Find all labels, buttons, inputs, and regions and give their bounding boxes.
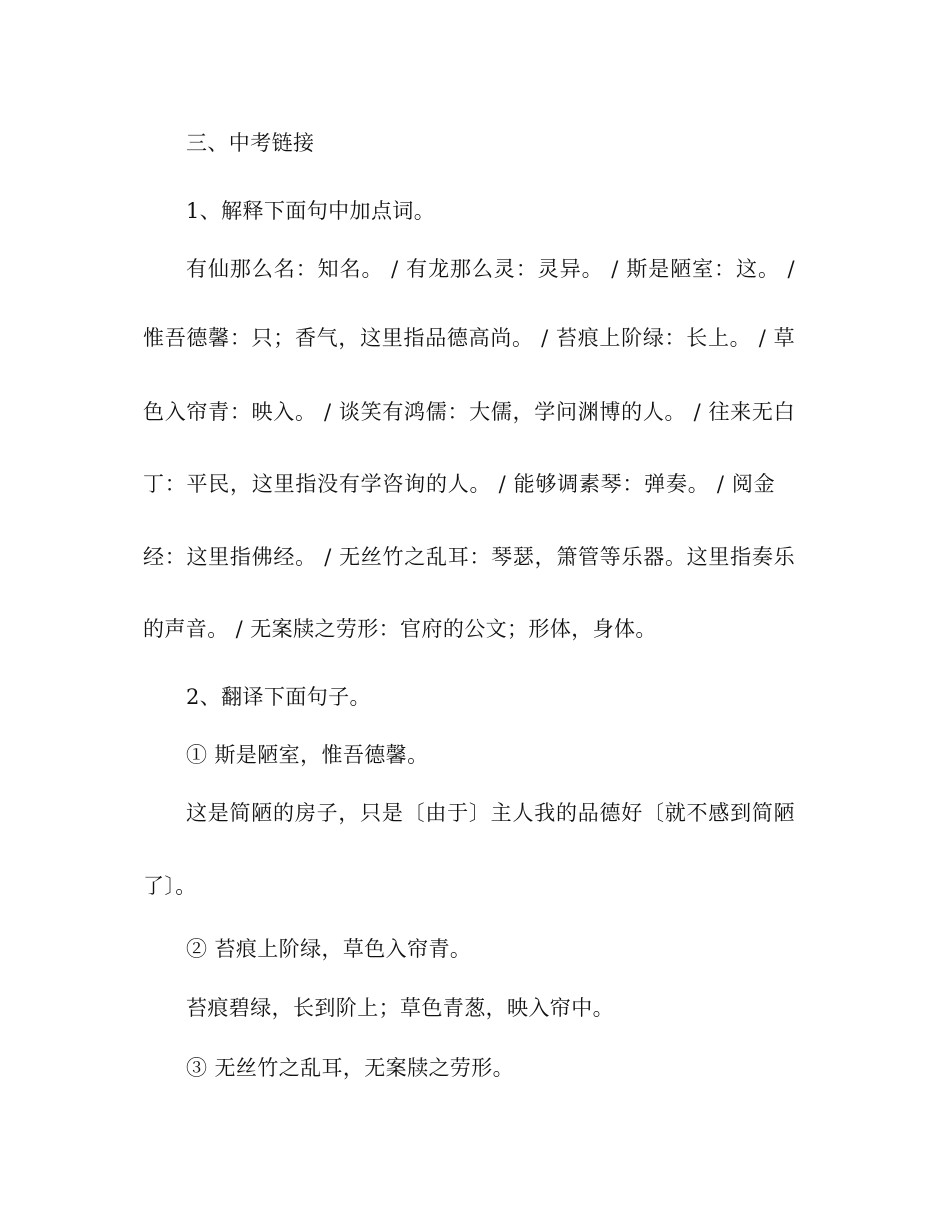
- question-2-title: 2、翻译下面句子。: [186, 685, 371, 709]
- question-2-item-3-sentence: ③ 无丝竹之乱耳，无案牍之劳形。: [186, 1056, 515, 1080]
- question-1-paragraph-line: 有仙那么名：知名。 / 有龙那么灵：灵异。 / 斯是陋室：这。 /: [186, 257, 795, 281]
- question-1-paragraph-line: 惟吾德馨：只；香气，这里指品德高尚。 / 苔痕上阶绿：长上。 / 草: [143, 326, 795, 350]
- question-1-title: 1、解释下面句中加点词。: [186, 199, 436, 223]
- question-2-item-1-sentence: ① 斯是陋室，惟吾德馨。: [186, 743, 429, 767]
- question-2-item-2-translation: 苔痕碧绿，长到阶上；草色青葱，映入帘中。: [186, 996, 614, 1020]
- question-1-paragraph-line: 经：这里指佛经。 / 无丝竹之乱耳：琴瑟，箫管等乐器。这里指奏乐: [143, 545, 795, 569]
- question-2-item-1-translation-line: 了〕。: [143, 874, 197, 898]
- question-1-paragraph-line: 丁：平民，这里指没有学咨询的人。 / 能够调素琴：弹奏。 / 阅金: [143, 472, 775, 496]
- question-2-item-1-translation-line: 这是简陋的房子，只是〔由于〕主人我的品德好〔就不感到简陋: [186, 801, 795, 825]
- section-heading: 三、中考链接: [186, 131, 315, 155]
- question-1-paragraph-line: 色入帘青：映入。 / 谈笑有鸿儒：大儒，学问渊博的人。 / 往来无白: [143, 400, 795, 424]
- question-1-paragraph-line: 的声音。 / 无案牍之劳形：官府的公文；形体，身体。: [143, 617, 657, 641]
- question-2-item-2-sentence: ② 苔痕上阶绿，草色入帘青。: [186, 937, 472, 961]
